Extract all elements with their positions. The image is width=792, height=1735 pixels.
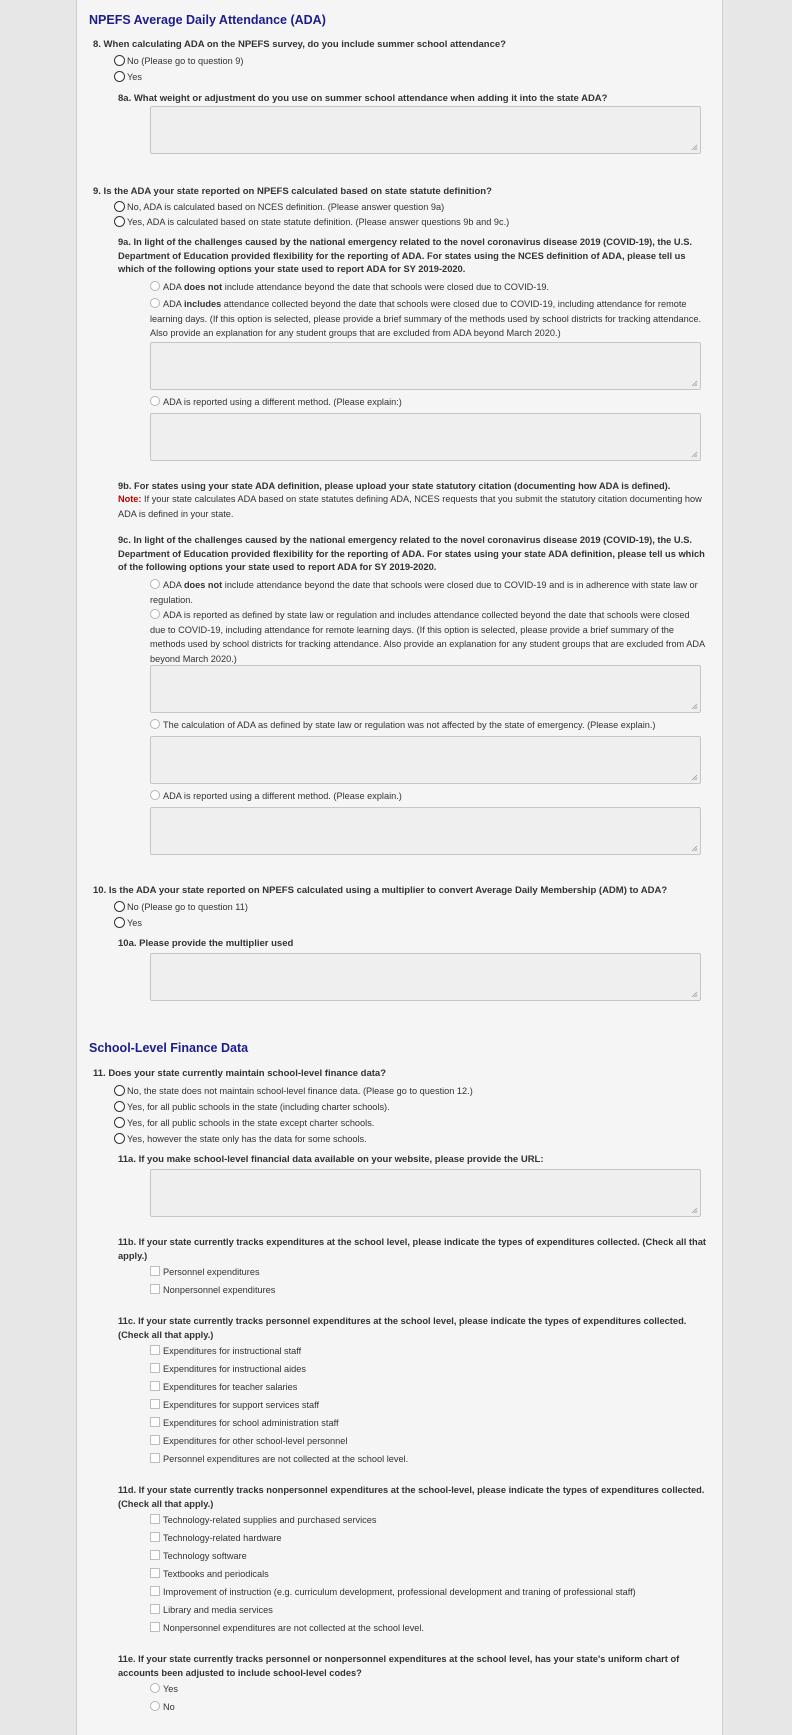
q11e-option-yes[interactable]: Yes bbox=[150, 1683, 178, 1695]
q11c-option-3[interactable]: Expenditures for teacher salaries bbox=[150, 1381, 297, 1393]
checkbox[interactable] bbox=[150, 1532, 160, 1542]
resize-grip-icon[interactable] bbox=[691, 845, 698, 852]
q8-option-no[interactable]: No (Please go to question 9) bbox=[114, 55, 243, 67]
q8-option-yes[interactable]: Yes bbox=[114, 71, 142, 83]
question-8a-label: 8a. What weight or adjustment do you use on summer school attendance when adding it into the state ADA? bbox=[118, 93, 608, 104]
checkbox[interactable] bbox=[150, 1363, 160, 1373]
resize-grip-icon[interactable] bbox=[691, 451, 698, 458]
q11c-option-5[interactable]: Expenditures for school administration staff bbox=[150, 1417, 339, 1429]
section-title-ada: NPEFS Average Daily Attendance (ADA) bbox=[89, 13, 326, 27]
q11d-option-7[interactable]: Nonpersonnel expenditures are not collected at the school level. bbox=[150, 1622, 424, 1634]
q11d-option-2[interactable]: Technology-related hardware bbox=[150, 1532, 282, 1544]
radio-button[interactable] bbox=[150, 298, 160, 308]
q11a-textarea[interactable] bbox=[150, 1169, 701, 1217]
q11d-option-5[interactable]: Improvement of instruction (e.g. curriculum development, professional development and traning of professional staff) bbox=[150, 1586, 636, 1598]
radio-button[interactable] bbox=[114, 216, 125, 227]
q9a-option-2[interactable]: ADA includes attendance collected beyond the date that schools were closed due to COVID-19, including attendance for remote learning days. (If this option is selected, please provide a brief summary of the methods used by school districts for tracking attendance. Also provide an explanation for any student groups that are excluded from ADA beyond March 2020.) bbox=[150, 299, 702, 338]
checkbox[interactable] bbox=[150, 1622, 160, 1632]
resize-grip-icon[interactable] bbox=[691, 380, 698, 387]
section-title-school-level-finance: School-Level Finance Data bbox=[89, 1041, 249, 1055]
q9-option-yes[interactable]: Yes, ADA is calculated based on state statute definition. (Please answer questions 9b and 9c.) bbox=[114, 216, 509, 228]
radio-button[interactable] bbox=[114, 71, 125, 82]
checkbox[interactable] bbox=[150, 1345, 160, 1355]
checkbox[interactable] bbox=[150, 1568, 160, 1578]
radio-button[interactable] bbox=[114, 1133, 125, 1144]
q9a-option-3[interactable]: ADA is reported using a different method. (Please explain:) bbox=[150, 396, 402, 408]
q11e-option-no[interactable]: No bbox=[150, 1701, 175, 1713]
q9a-option-3-textarea[interactable] bbox=[150, 413, 701, 461]
checkbox[interactable] bbox=[150, 1417, 160, 1427]
q9b-note: Note: If your state calculates ADA based on state statutes defining ADA, NCES requests that you submit the statutory citation documenting how ADA is defined in your state. bbox=[118, 494, 702, 519]
question-11e-label: 11e. If your state currently tracks personnel or nonpersonnel expenditures at the school level, has your state's uniform chart of accounts been adjusted to include school-level codes? bbox=[118, 1654, 680, 1678]
checkbox[interactable] bbox=[150, 1284, 160, 1294]
checkbox[interactable] bbox=[150, 1435, 160, 1445]
q9c-option-1[interactable]: ADA does not include attendance beyond the date that schools were closed due to COVID-19 and is in adherence with state law or regulation. bbox=[150, 580, 698, 605]
checkbox[interactable] bbox=[150, 1399, 160, 1409]
q11c-option-4[interactable]: Expenditures for support services staff bbox=[150, 1399, 319, 1411]
checkbox[interactable] bbox=[150, 1453, 160, 1463]
q10-option-yes[interactable]: Yes bbox=[114, 917, 142, 929]
radio-button[interactable] bbox=[114, 901, 125, 912]
radio-button[interactable] bbox=[150, 396, 160, 406]
radio-button[interactable] bbox=[114, 1085, 125, 1096]
resize-grip-icon[interactable] bbox=[691, 703, 698, 710]
q9c-option-3-textarea[interactable] bbox=[150, 736, 701, 784]
radio-button[interactable] bbox=[150, 719, 160, 729]
question-11d-label: 11d. If your state currently tracks nonpersonnel expenditures at the school-level, please indicate the types of expenditures collected. (Check all that apply.) bbox=[118, 1485, 705, 1509]
question-9c-label: 9c. In light of the challenges caused by the national emergency related to the novel coronavirus disease 2019 (COVID-19), the U.S. Department of Education provided flexibility for the reporting of ADA. For states using your state ADA definition, please tell us which of the following options your state used to report ADA for SY 2019-2020. bbox=[118, 535, 705, 572]
q11c-option-1[interactable]: Expenditures for instructional staff bbox=[150, 1345, 301, 1357]
q11c-option-7[interactable]: Personnel expenditures are not collected at the school level. bbox=[150, 1453, 408, 1465]
checkbox[interactable] bbox=[150, 1604, 160, 1614]
q11-option-3[interactable]: Yes, for all public schools in the state except charter schools. bbox=[114, 1117, 374, 1129]
resize-grip-icon[interactable] bbox=[691, 774, 698, 781]
q11d-option-6[interactable]: Library and media services bbox=[150, 1604, 273, 1616]
radio-button[interactable] bbox=[150, 1701, 160, 1711]
q11c-option-2[interactable]: Expenditures for instructional aides bbox=[150, 1363, 306, 1375]
q11-option-2[interactable]: Yes, for all public schools in the state (including charter schools). bbox=[114, 1101, 390, 1113]
radio-button[interactable] bbox=[150, 609, 160, 619]
q11b-option-1[interactable]: Personnel expenditures bbox=[150, 1266, 260, 1278]
radio-button[interactable] bbox=[114, 917, 125, 928]
question-9a-label: 9a. In light of the challenges caused by the national emergency related to the novel coronavirus disease 2019 (COVID-19), the U.S. Department of Education provided flexibility for the reporting of ADA. For states using the NCES definition of ADA, please tell us which of the following options your state used to report ADA for SY 2019-2020. bbox=[118, 237, 692, 274]
radio-button[interactable] bbox=[150, 790, 160, 800]
question-9-label: 9. Is the ADA your state reported on NPEFS calculated based on state statute definition? bbox=[93, 186, 492, 197]
question-10a-label: 10a. Please provide the multiplier used bbox=[118, 938, 294, 949]
question-10-label: 10. Is the ADA your state reported on NPEFS calculated using a multiplier to convert Average Daily Membership (ADM) to ADA? bbox=[93, 885, 668, 896]
radio-button[interactable] bbox=[150, 579, 160, 589]
radio-button[interactable] bbox=[114, 201, 125, 212]
question-11c-label: 11c. If your state currently tracks personnel expenditures at the school level, please indicate the types of expenditures collected. (Check all that apply.) bbox=[118, 1316, 687, 1340]
radio-button[interactable] bbox=[150, 281, 160, 291]
resize-grip-icon[interactable] bbox=[691, 991, 698, 998]
q11d-option-3[interactable]: Technology software bbox=[150, 1550, 247, 1562]
question-11a-label: 11a. If you make school-level financial data available on your website, please provide the URL: bbox=[118, 1154, 544, 1165]
radio-button[interactable] bbox=[114, 55, 125, 66]
q9a-option-2-textarea[interactable] bbox=[150, 342, 701, 390]
q11d-option-1[interactable]: Technology-related supplies and purchased services bbox=[150, 1514, 376, 1526]
q9c-option-2[interactable]: ADA is reported as defined by state law or regulation and includes attendance collected beyond the date that schools were closed due to COVID-19, including attendance for remote learning days. (If this option is selected, please provide a brief summary of the methods used by school districts for tracking attendance. Also provide an explanation for any student groups that are excluded from ADA beyond March 2020.) bbox=[150, 610, 705, 664]
q9c-option-4-textarea[interactable] bbox=[150, 807, 701, 855]
q11-option-4[interactable]: Yes, however the state only has the data for some schools. bbox=[114, 1133, 367, 1145]
question-11b-label: 11b. If your state currently tracks expenditures at the school level, please indicate the types of expenditures collected. (Check all that apply.) bbox=[118, 1237, 706, 1261]
q11-option-1[interactable]: No, the state does not maintain school-level finance data. (Please go to question 12.) bbox=[114, 1085, 473, 1097]
q11c-option-6[interactable]: Expenditures for other school-level personnel bbox=[150, 1435, 347, 1447]
question-11-label: 11. Does your state currently maintain school-level finance data? bbox=[93, 1068, 387, 1079]
checkbox[interactable] bbox=[150, 1514, 160, 1524]
q9-option-no[interactable]: No, ADA is calculated based on NCES definition. (Please answer question 9a) bbox=[114, 201, 444, 213]
q10-option-no[interactable]: No (Please go to question 11) bbox=[114, 901, 248, 913]
q10a-textarea[interactable] bbox=[150, 953, 701, 1001]
radio-button[interactable] bbox=[150, 1683, 160, 1693]
checkbox[interactable] bbox=[150, 1381, 160, 1391]
checkbox[interactable] bbox=[150, 1266, 160, 1276]
q9c-option-4[interactable]: ADA is reported using a different method. (Please explain.) bbox=[150, 790, 402, 802]
q8a-textarea[interactable] bbox=[150, 106, 701, 154]
q9c-option-3[interactable]: The calculation of ADA as defined by state law or regulation was not affected by the state of emergency. (Please explain.) bbox=[150, 719, 656, 731]
resize-grip-icon[interactable] bbox=[691, 144, 698, 151]
resize-grip-icon[interactable] bbox=[691, 1207, 698, 1214]
checkbox[interactable] bbox=[150, 1550, 160, 1560]
radio-button[interactable] bbox=[114, 1117, 125, 1128]
checkbox[interactable] bbox=[150, 1586, 160, 1596]
q11b-option-2[interactable]: Nonpersonnel expenditures bbox=[150, 1284, 275, 1296]
q9c-option-2-textarea[interactable] bbox=[150, 665, 701, 713]
q9a-option-1[interactable]: ADA does not include attendance beyond the date that schools were closed due to COVID-19. bbox=[150, 281, 549, 293]
question-8-label: 8. When calculating ADA on the NPEFS survey, do you include summer school attendance? bbox=[93, 39, 506, 50]
radio-button[interactable] bbox=[114, 1101, 125, 1112]
q11d-option-4[interactable]: Textbooks and periodicals bbox=[150, 1568, 269, 1580]
question-9b-label: 9b. For states using your state ADA definition, please upload your state statutory citation (documenting how ADA is defined). bbox=[118, 481, 671, 491]
